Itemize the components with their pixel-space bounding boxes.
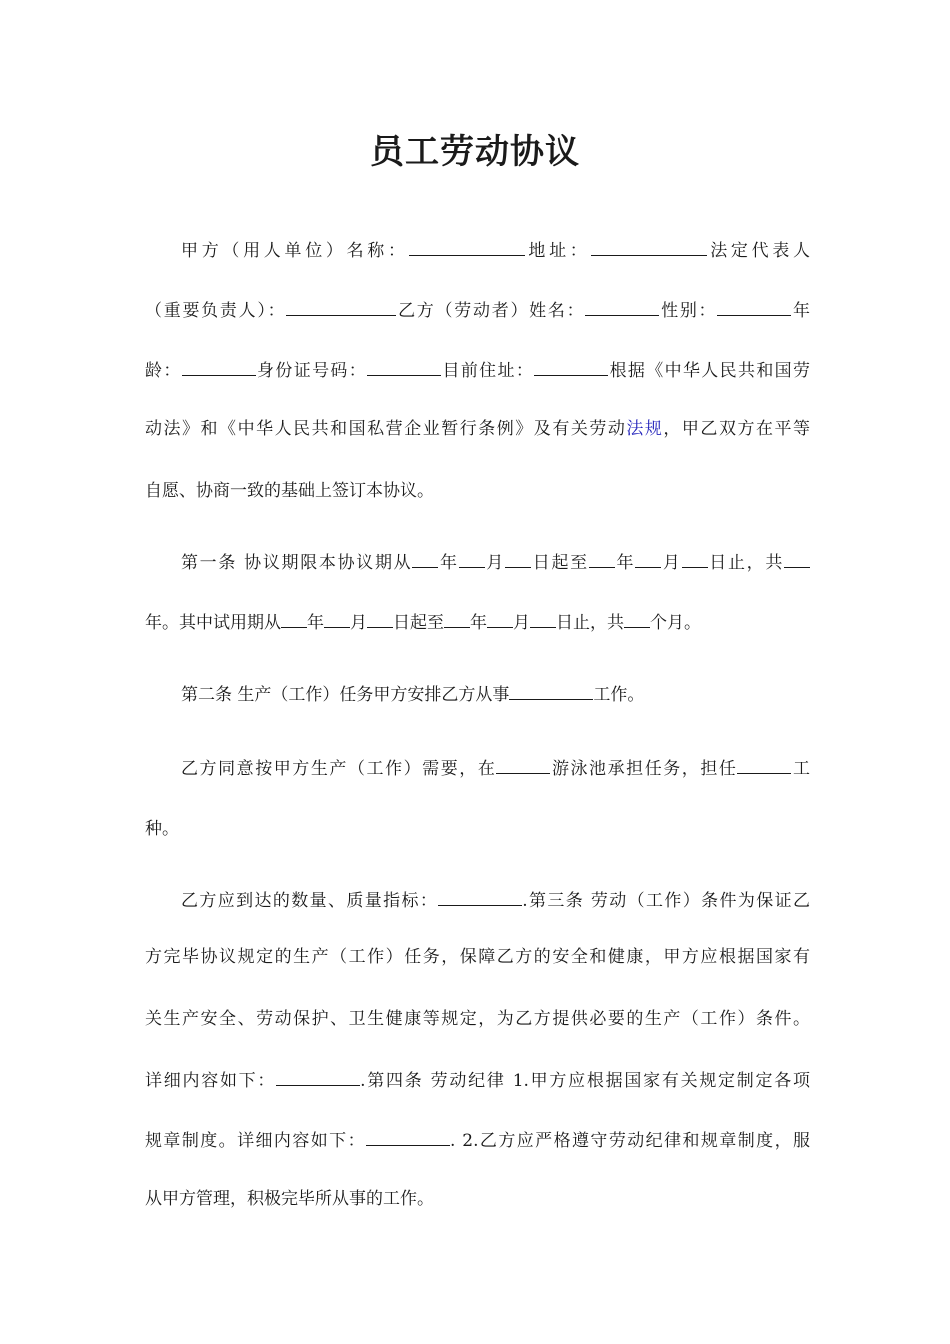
paragraph-line [145,237,810,263]
text-segment: 工 [791,759,810,779]
blank-field [444,609,470,628]
blank-field [182,357,256,376]
article-3-line [145,887,810,913]
blank-field [412,549,438,568]
blank-field [682,549,708,568]
blank-field [367,357,441,376]
text-segment: 自愿、协商一致的基础上签订本协议。 [145,481,434,501]
text-segment: 目前住址： [441,361,535,381]
text-segment: 根据《中华人民共和国劳 [608,361,810,381]
text-segment: 身份证号码： [255,361,368,381]
text-segment: 年 [470,613,487,633]
text-segment: 年 [791,301,810,321]
article-2-line [145,817,810,841]
blank-field [737,755,791,774]
paragraph-line [145,479,810,503]
blank-field [366,1127,450,1146]
blank-field [281,609,307,628]
blank-field [438,887,522,906]
text-segment: 龄： [145,361,182,381]
text-segment: （重要负责人）： [145,301,287,321]
article-4-line [145,1187,810,1211]
text-segment: 月 [350,613,367,633]
text-segment: 年 [307,613,324,633]
blank-field [589,549,615,568]
text-segment: 工作。 [593,685,645,705]
text-segment: 从甲方管理，积极完毕所从事的工作。 [145,1189,434,1209]
article-3-line [145,945,810,969]
text-segment: .第四条 劳动纪律 1.甲方应根据国家有关规定制定各项 [360,1071,810,1091]
blank-field [530,609,556,628]
text-segment: 年 [438,553,459,573]
blank-field [367,609,393,628]
article-1-line [145,549,810,575]
law-link[interactable]: 法规 [626,419,664,439]
blank-field [591,237,707,256]
article-1-line [145,609,810,635]
blank-field [585,297,659,316]
text-segment: 法定代表人 [706,241,810,261]
text-segment: 第一条 协议期限本协议期从 [181,553,413,573]
text-segment: 日起至 [393,613,444,633]
text-segment: 乙方应到达的数量、质量指标： [181,891,439,911]
article-2-line [145,681,810,707]
article-4-line [145,1067,810,1093]
text-segment: 游泳池承担任务，担任 [550,759,738,779]
paragraph-line [145,417,810,441]
document-title: 员工劳动协议 [370,132,580,172]
blank-field [505,549,531,568]
paragraph-line [145,297,810,323]
blank-field [324,609,350,628]
text-segment: 乙方同意按甲方生产（工作）需要，在 [181,759,497,779]
text-segment: 月 [661,553,682,573]
text-segment: 方完毕协议规定的生产（工作）任务，保障乙方的安全和健康，甲方应根据国家有 [145,947,810,967]
text-segment: 日起至 [531,553,589,573]
text-segment: 月 [513,613,530,633]
blank-field [459,549,485,568]
blank-field [624,609,650,628]
blank-field [409,237,525,256]
text-segment: .第三条 劳动（工作）条件为保证乙 [522,891,810,911]
text-segment: 年 [614,553,636,573]
text-segment: 关生产安全、劳动保护、卫生健康等规定，为乙方提供必要的生产（工作）条件。 [145,1009,810,1029]
blank-field [717,297,791,316]
text-segment: 动法》和《中华人民共和国私营企业暂行条例》及有关劳动 [145,419,627,439]
article-4-line [145,1127,810,1153]
blank-field [286,297,396,316]
text-segment: 甲方（用人单位）名称： [181,241,409,261]
blank-field [784,549,810,568]
text-segment: 个月。 [650,613,701,633]
text-segment: 详细内容如下： [145,1071,277,1091]
text-segment: 地址： [524,241,591,261]
text-segment: . 2.乙方应严格遵守劳动纪律和规章制度，服 [450,1131,810,1151]
text-segment: 日止，共 [556,613,624,633]
text-segment: 性别： [659,301,718,321]
text-segment: 规章制度。详细内容如下： [145,1131,367,1151]
text-segment: ，甲乙双方在平等 [663,419,810,439]
text-segment: 乙方（劳动者）姓名： [396,301,586,321]
text-segment: 年。其中试用期从 [145,613,281,633]
blank-field [487,609,513,628]
text-segment: 第二条 生产（工作）任务甲方安排乙方从事 [181,685,510,705]
text-segment: 日止，共 [707,553,785,573]
blank-field [635,549,661,568]
text-segment: 月 [484,553,506,573]
blank-field [509,681,593,700]
paragraph-line [145,357,810,383]
blank-field [276,1067,360,1086]
article-3-line [145,1007,810,1031]
text-segment: 种。 [145,819,179,839]
article-2-line [145,755,810,781]
blank-field [496,755,550,774]
blank-field [534,357,608,376]
